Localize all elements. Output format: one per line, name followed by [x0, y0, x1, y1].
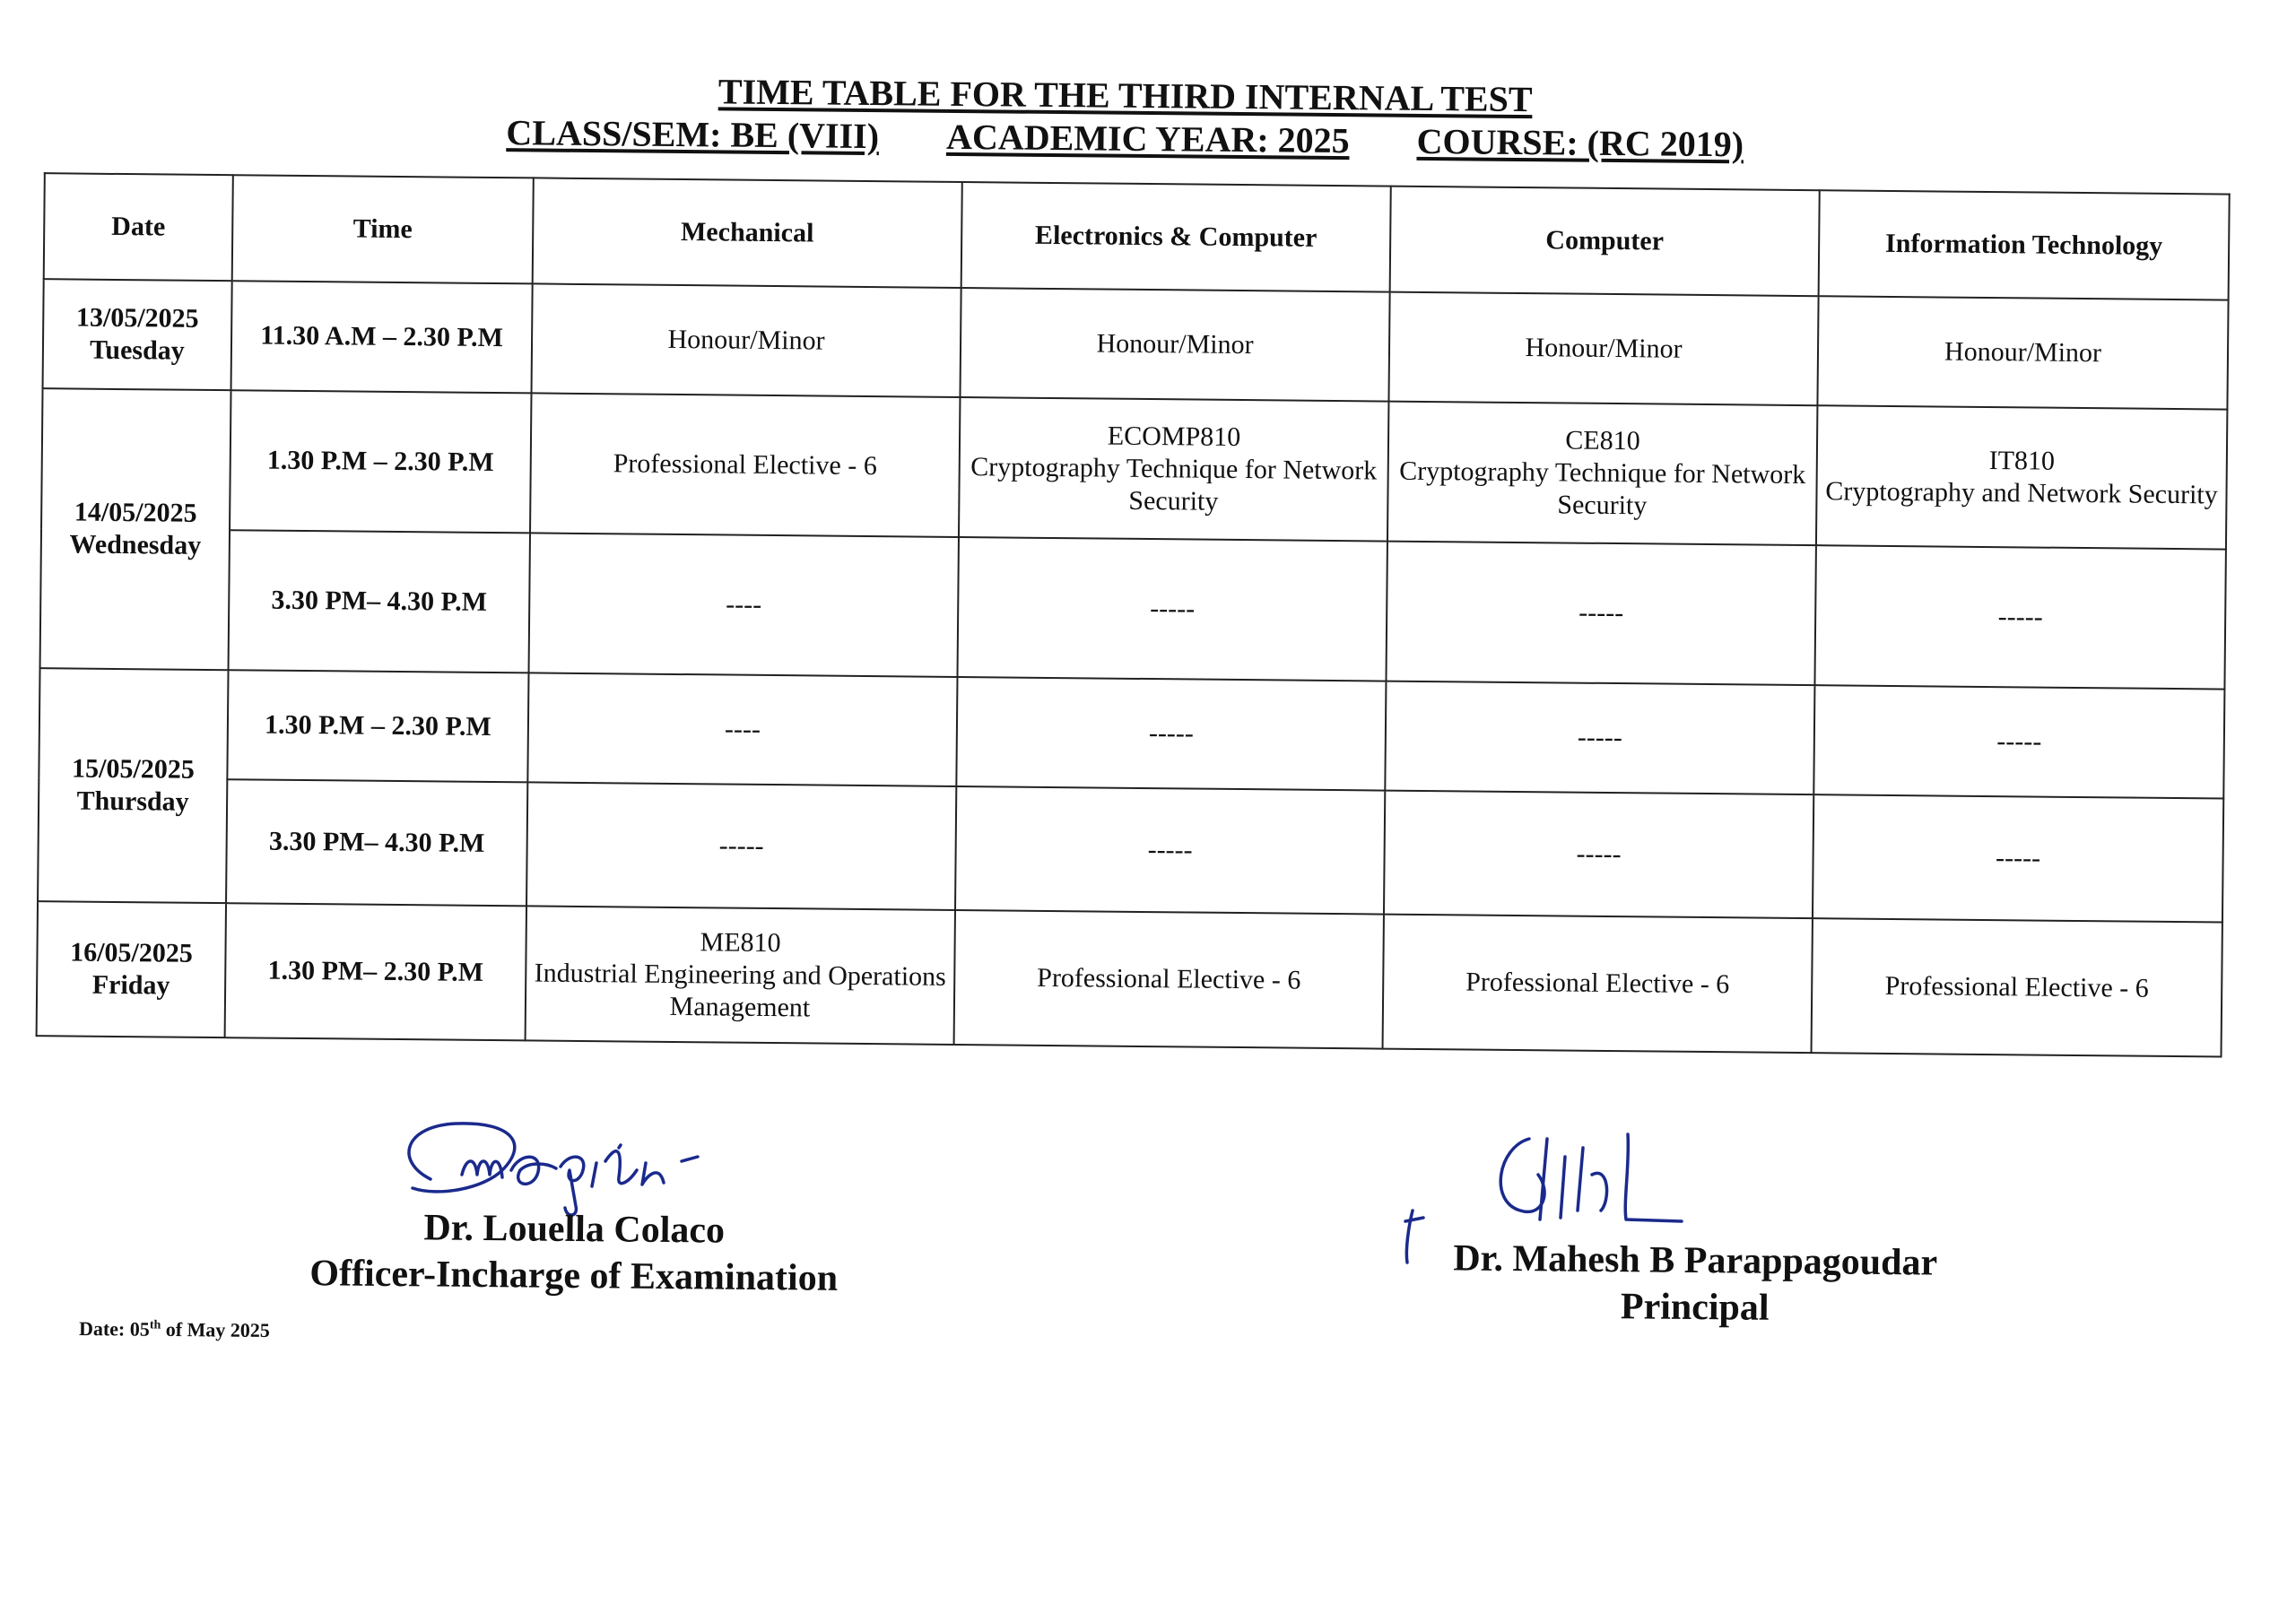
- computer-cell: -----: [1386, 542, 1815, 686]
- table-row: [37, 901, 2222, 1056]
- signatory-right-name: Dr. Mahesh B Parappagoudar: [1453, 1237, 1938, 1284]
- information-technology-cell: -----: [1813, 685, 2224, 798]
- header-computer: Computer: [1390, 187, 1820, 297]
- information-technology-cell: Professional Elective - 6: [1812, 918, 2222, 1056]
- issue-date-sup: th: [149, 1318, 161, 1332]
- computer-cell: -----: [1385, 681, 1814, 795]
- subject-name: Cryptography and Network Security: [1825, 476, 2218, 510]
- information-technology-cell: [1816, 405, 2227, 549]
- signatory-left: [278, 1203, 871, 1302]
- time-cell: 11.30 A.M – 2.30 P.M: [231, 281, 533, 393]
- mechanical-cell: ----: [527, 673, 957, 786]
- computer-cell: Honour/Minor: [1388, 292, 1818, 406]
- electronics-computer-cell: Professional Elective - 6: [954, 910, 1384, 1049]
- mechanical-cell: Professional Elective - 6: [530, 393, 960, 537]
- information-technology-cell: -----: [1814, 545, 2225, 689]
- date-value: 13/05/2025: [75, 302, 199, 334]
- day-value: Tuesday: [89, 334, 185, 366]
- date-cell: [43, 279, 232, 390]
- issue-date-prefix: Date: 05: [78, 1316, 150, 1341]
- table-row: [39, 668, 2224, 798]
- electronics-computer-cell: -----: [957, 537, 1387, 681]
- electronics-computer-cell: Honour/Minor: [960, 288, 1389, 402]
- timetable: [36, 172, 2231, 1057]
- document-title: TIME TABLE FOR THE THIRD INTERNAL TEST: [718, 71, 1533, 120]
- day-value: Thursday: [76, 785, 189, 817]
- table-row: [43, 279, 2229, 409]
- electronics-computer-cell: -----: [956, 677, 1386, 791]
- mechanical-cell: Honour/Minor: [532, 283, 961, 397]
- course: COURSE: (RC 2019): [1416, 120, 1744, 165]
- table-row: [38, 777, 2223, 922]
- signatory-right-title: Principal: [1620, 1286, 1770, 1329]
- time-cell: 3.30 PM– 4.30 P.M: [226, 779, 527, 906]
- electronics-computer-cell: [959, 397, 1388, 542]
- signatory-left-title: Officer-Incharge of Examination: [309, 1253, 839, 1299]
- date-value: 16/05/2025: [69, 937, 193, 968]
- date-value: 15/05/2025: [71, 753, 195, 785]
- issue-date-suffix: of May 2025: [161, 1317, 270, 1342]
- mechanical-cell: -----: [526, 782, 956, 910]
- date-cell: [37, 901, 226, 1037]
- mechanical-cell: [526, 906, 955, 1045]
- information-technology-cell: Honour/Minor: [1817, 296, 2228, 409]
- time-cell: 1.30 P.M – 2.30 P.M: [230, 390, 531, 533]
- header-information-technology: Information Technology: [1819, 190, 2230, 299]
- subject-name: Cryptography Technique for Network Security: [970, 452, 1378, 516]
- date-cell: [38, 668, 228, 903]
- signatory-left-name: Dr. Louella Colaco: [423, 1207, 726, 1252]
- information-technology-cell: -----: [1813, 794, 2223, 922]
- header-time: Time: [232, 175, 534, 283]
- signatory-right: [1381, 1235, 2010, 1334]
- header-electronics-computer: Electronics & Computer: [961, 182, 1391, 292]
- subject-name: Industrial Engineering and Operations Management: [534, 958, 946, 1023]
- date-cell: [40, 388, 231, 670]
- subject-code: ECOMP810: [1107, 421, 1241, 453]
- computer-cell: -----: [1384, 791, 1813, 919]
- table-header-row: [44, 173, 2230, 299]
- date-value: 14/05/2025: [74, 497, 197, 528]
- computer-cell: Professional Elective - 6: [1383, 915, 1813, 1054]
- issue-date: [79, 1317, 270, 1342]
- day-value: Friday: [91, 969, 170, 1001]
- timetable-document: [18, 65, 2224, 1057]
- time-cell: 1.30 PM– 2.30 P.M: [225, 903, 526, 1040]
- header-date: Date: [44, 173, 233, 281]
- academic-year: ACADEMIC YEAR: 2025: [945, 116, 1350, 161]
- header-mechanical: Mechanical: [533, 178, 962, 288]
- subject-code: IT810: [1988, 446, 2056, 476]
- computer-cell: [1387, 402, 1817, 546]
- subject-code: ME810: [700, 927, 781, 959]
- mechanical-cell: ----: [529, 533, 959, 677]
- electronics-computer-cell: -----: [955, 786, 1385, 915]
- table-row: [40, 528, 2226, 689]
- time-cell: 3.30 PM– 4.30 P.M: [229, 530, 530, 673]
- subject-code: CE810: [1565, 425, 1640, 456]
- table-row: [41, 388, 2227, 549]
- subject-name: Cryptography Technique for Network Security: [1399, 456, 1806, 521]
- day-value: Wednesday: [69, 529, 202, 560]
- class-sem: CLASS/SEM: BE (VIII): [506, 112, 880, 157]
- time-cell: 1.30 P.M – 2.30 P.M: [227, 670, 528, 782]
